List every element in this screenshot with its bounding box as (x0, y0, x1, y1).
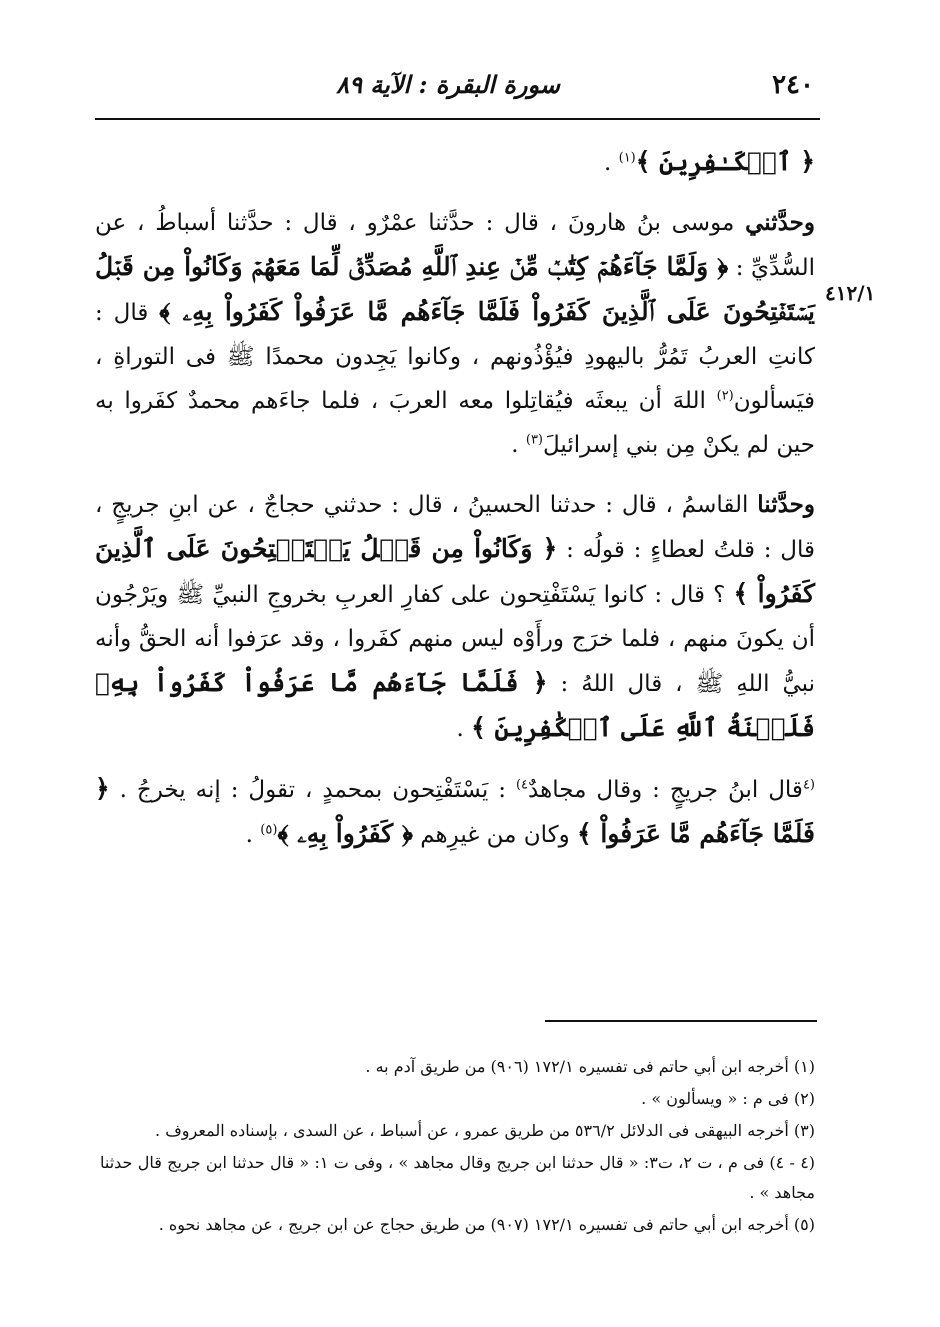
page-number: ٢٤٠ (772, 70, 814, 100)
paragraph-text: ؟ قال : كانوا يَسْتَفْتِحون على كفارِ العربِ بخروجِ النبيِّ ﷺ ويَرْجُون أن يكونَ منهم ، فلما خرَج ورأَوْه ليس منهم كفَروا ، وقد عرَفوا أنه الحقُّ وأنه نبيُّ اللهِ ﷺ ، قال اللهُ : (95, 582, 816, 697)
footnote-marker: ٤) (515, 777, 529, 793)
footnotes (100, 1052, 815, 1242)
quran-verse: ﴿ فَلَمَّا جَآءَهُم مَّا عَرَفُواْ ﴾ (95, 774, 815, 848)
paragraph-2 (95, 201, 815, 467)
footnote-marker: (٢) (716, 388, 734, 404)
paragraph-text: . (603, 150, 619, 176)
header-rule (95, 118, 820, 120)
footnote-1: (١) أخرجه ابن أبي حاتم فى تفسيره ١٧٢/١ (٩٠٦) من طريق آدم به . (365, 1057, 815, 1076)
paragraph-text: القاسمُ ، قال : حدثنا الحسينُ ، قال : حدثني حجاجٌ ، عن ابنِ جريجٍ ، قال : قلتُ لعطاءٍ : قولُه : (95, 492, 815, 563)
quran-verse: ﴿ كَفَرُواْ بِهِۦ ﴾ (277, 819, 413, 848)
paragraph-text: . (511, 432, 526, 458)
footnote-marker: (١) (618, 150, 636, 166)
page-header (95, 62, 820, 114)
paragraph-text: . (456, 716, 472, 742)
quran-verse: ﴿ ٱلۡكَـٰفِرِينَ ﴾ (635, 147, 815, 176)
paragraph-1 (95, 140, 815, 185)
footnote-marker: (٤ (802, 777, 815, 793)
paragraph-text: . (245, 822, 261, 848)
quran-verse: ﴿ وَلَمَّا جَآءَهُمۡ كِتَٰبٞ مِّنۡ عِندِ ٱللَّهِ مُصَدِّقٞ لِّمَا مَعَهُمۡ وَكَانُواْ مِن قَبۡلُ يَسۡتَفۡتِحُونَ عَلَى ٱلَّذِينَ كَفَرُواْ فَلَمَّا جَآءَهُم مَّا عَرَفُواْ كَفَرُواْ بِهِۦ ﴾ (95, 252, 815, 326)
footnote-2: (٢) فى م : « ويسألون » . (641, 1089, 815, 1108)
paragraph-text: وكان من غيرِهم (412, 822, 578, 848)
footnote-4: (٤ - ٤) فى م ، ت ٢، ت٣: « قال حدثنا ابن جريج وقال مجاهد » ، وفى ت ١: « قال حدثنا ابن جريج قال حدثنا مجاهد » . (100, 1153, 816, 1202)
footnote-5: (٥) أخرجه ابن أبي حاتم فى تفسيره ١٧٢/١ (٩٠٧) من طريق حجاج عن ابن جريج ، عن مجاهد نحوه . (158, 1215, 815, 1234)
paragraph-lead: وحدَّثني (745, 209, 815, 236)
paragraph-text: : يَسْتَفْتِحون بمحمدٍ ، تقولُ : إنه يخرجُ . (109, 777, 516, 803)
quran-verse: ﴿ وَكَانُواْ مِن قَبۡلُ يَسۡتَفۡتِحُونَ عَلَى ٱلَّذِينَ كَفَرُواْ ﴾ (95, 534, 815, 608)
paragraph-text: قال ابنُ جريجٍ : وقال مجاهدٌ (528, 777, 803, 803)
footnote-rule (545, 1020, 817, 1022)
paragraph-text: قال : كانتِ العربُ تَمُرُّ باليهودِ فيُؤْذُونهم ، وكانوا يَجِدون محمدًا ﷺ فى التوراةِ ، فيَسألون (95, 300, 815, 414)
paragraph-text: موسى بنُ هارونَ ، قال : حدَّثنا عمْرٌو ، قال : حدَّثنا أسباطُ ، عن السُّدِّيِّ : (95, 210, 815, 281)
paragraph-4 (95, 767, 815, 857)
paragraph-3 (95, 483, 815, 751)
paragraph-text: اللهَ أن يبعثَه فيُقاتِلوا معه العربَ ، فلما جاءَهم محمدٌ كفَروا به حين لم يكنْ مِن بني إسرائيلَ (95, 388, 815, 458)
main-text (95, 140, 815, 873)
footnote-marker: (٥) (260, 822, 278, 838)
footnote-marker: (٣) (525, 432, 543, 448)
paragraph-lead: وحدَّثنا (757, 491, 815, 518)
quran-verse: ﴿ فَلَمَّا جَآءَهُم مَّا عَرَفُواْ كَفَرُواْ بِهِۦ فَلَعۡنَةُ ٱللَّهِ عَلَى ٱلۡكَٰفِرِينَ ﴾ (95, 668, 815, 742)
margin-reference: ٤١٢/١ (825, 281, 876, 305)
footnote-3: (٣) أخرجه البيهقى فى الدلائل ٥٣٦/٢ من طريق عمرو ، عن أسباط ، عن السدى ، بإسناده المعروف . (155, 1121, 815, 1140)
running-title: سورة البقرة : الآية ٨٩ (336, 70, 560, 99)
